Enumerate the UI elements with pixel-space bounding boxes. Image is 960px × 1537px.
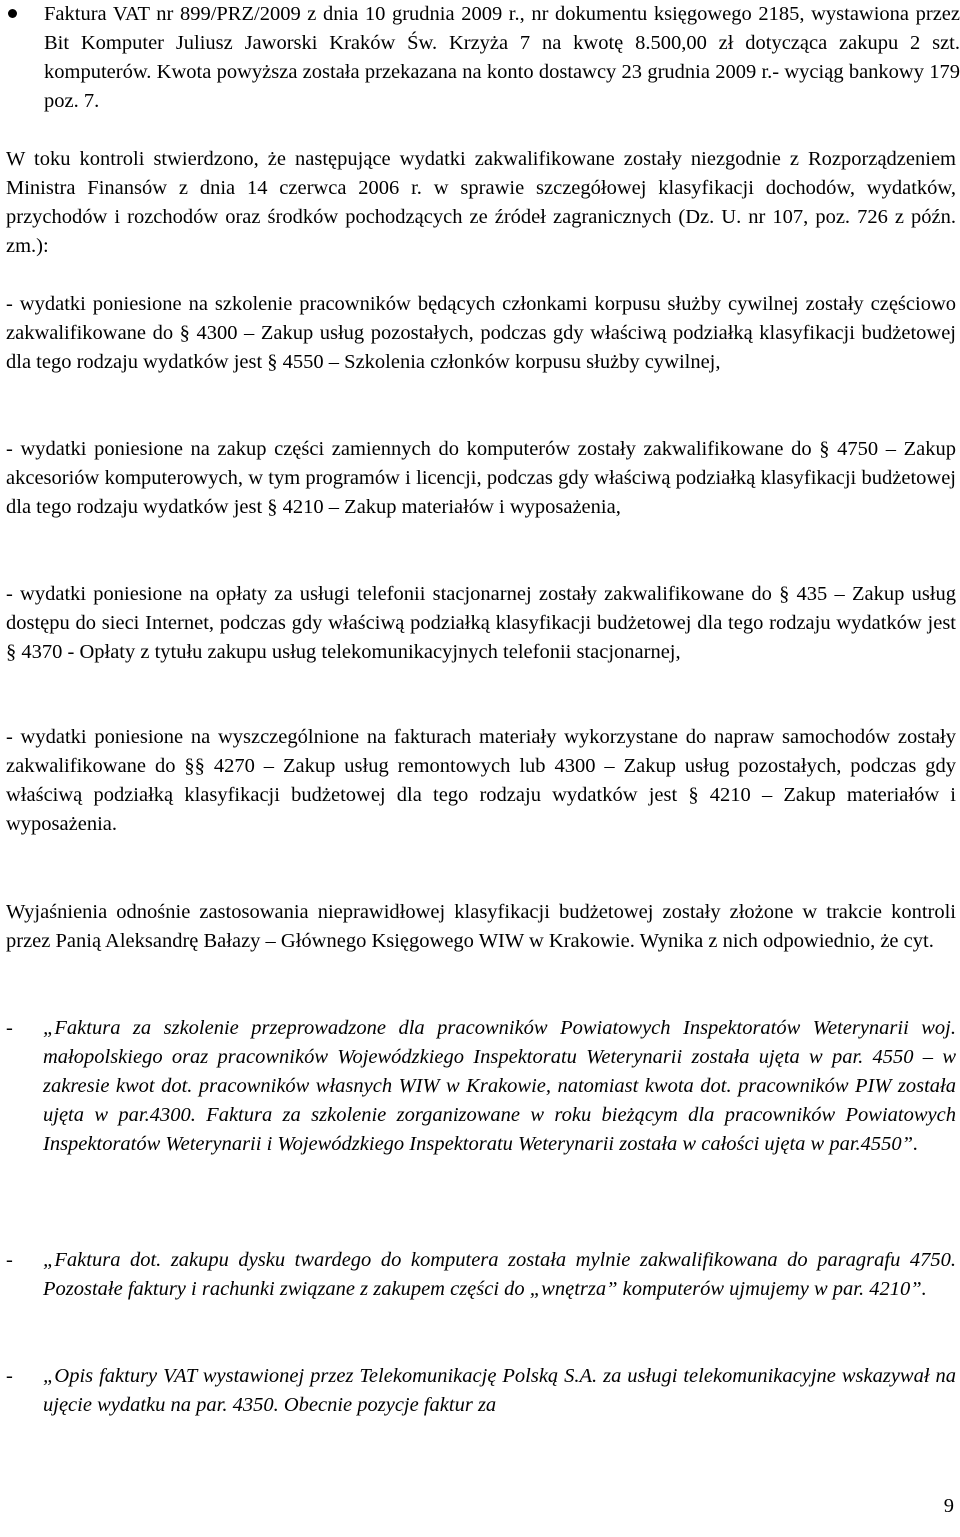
bullet-icon bbox=[8, 9, 17, 18]
quote-dash: - bbox=[6, 1017, 13, 1039]
quote-item bbox=[6, 1014, 956, 1159]
finding-item: - wydatki poniesione na wyszczególnione na fakturach materiały wykorzystane do napraw samochodów zostały zakwalifikowane do §§ 4270 – Zakup usług remontowych lub 4300 – Zakup usług pozostałych, podczas gdy właściwą podziałką klasyfikacji budżetowej dla tego rodzaju wydatków jest § 4210 – Zakup materiałów i wyposażenia. bbox=[6, 726, 956, 835]
invoice-description: Faktura VAT nr 899/PRZ/2009 z dnia 10 grudnia 2009 r., nr dokumentu księgowego 2185, wystawiona przez Bit Komputer Juliusz Jaworski Kraków Św. Krzyża 7 na kwotę 8.500,00 zł dotycząca zakupu 2 szt. komputerów. Kwota powyższa została przekazana na konto dostawcy 23 grudnia 2009 r.- wyciąg bankowy 179 poz. 7. bbox=[44, 3, 960, 112]
finding-item: - wydatki poniesione na opłaty za usługi telefonii stacjonarnej zostały zakwalifikowane do § 435 – Zakup usług dostępu do sieci Internet, podczas gdy właściwą podziałką klasyfikacji budżetowej dla tego rodzaju wydatków jest § 4370 - Opłaty z tytułu zakupu usług telekomunikacyjnych telefonii stacjonarnej, bbox=[6, 583, 956, 663]
quote-dash: - bbox=[6, 1249, 13, 1271]
finding-item: - wydatki poniesione na zakup części zamiennych do komputerów zostały zakwalifikowane do § 4750 – Zakup akcesoriów komputerowych, w tym programów i licencji, podczas gdy właściwą podziałką klasyfikacji budżetowej dla tego rodzaju wydatków jest § 4210 – Zakup materiałów i wyposażenia, bbox=[6, 438, 956, 518]
quote-text: „Opis faktury VAT wystawionej przez Telekomunikację Polską S.A. za usługi telekomunikacyjne wskazywał na ujęcie wydatku na par. 4350. Obecnie pozycje faktur za bbox=[43, 1365, 956, 1416]
quote-item bbox=[6, 1246, 956, 1304]
quote-item bbox=[6, 1362, 956, 1420]
finding-item: - wydatki poniesione na szkolenie pracowników będących członkami korpusu służby cywilnej zostały częściowo zakwalifikowane do § 4300 – Zakup usług pozostałych, podczas gdy właściwą podziałką klasyfikacji budżetowej dla tego rodzaju wydatków jest § 4550 – Szkolenia członków korpusu służby cywilnej, bbox=[6, 293, 956, 373]
quote-text: „Faktura za szkolenie przeprowadzone dla pracowników Powiatowych Inspektoratów Weterynarii woj. małopolskiego oraz pracowników Wojewódzkiego Inspektoratu Weterynarii została ujęta w par. 4550 – w zakresie kwot dot. pracowników własnych WIW w Krakowie, natomiast kwota dot. pracowników PIW została ujęta w par.4300. Faktura za szkolenie zorganizowane w roku bieżącym dla pracowników Powiatowych Inspektoratów Weterynarii i Wojewódzkiego Inspektoratu Weterynarii została w całości ujęta w par.4550”. bbox=[43, 1017, 956, 1155]
page-number: 9 bbox=[943, 1495, 954, 1517]
audit-finding-intro: W toku kontroli stwierdzono, że następujące wydatki zakwalifikowane zostały niezgodnie z Rozporządzeniem Ministra Finansów z dnia 14 czerwca 2006 r. w sprawie szczegółowej klasyfikacji dochodów, wydatków, przychodów i rozchodów oraz środków pochodzących ze źródeł zagranicznych (Dz. U. nr 107, poz. 726 z późn. zm.): bbox=[6, 148, 956, 257]
quote-dash: - bbox=[6, 1365, 13, 1387]
explanation-paragraph: Wyjaśnienia odnośnie zastosowania nieprawidłowej klasyfikacji budżetowej zostały złożone w trakcie kontroli przez Panią Aleksandrę Bałazy – Głównego Księgowego WIW w Krakowie. Wynika z nich odpowiednio, że cyt. bbox=[6, 901, 956, 952]
quote-text: „Faktura dot. zakupu dysku twardego do komputera została mylnie zakwalifikowana do paragrafu 4750. Pozostałe faktury i rachunki związane z zakupem części do „wnętrza” komputerów ujmujemy w par. 4210”. bbox=[43, 1249, 956, 1300]
